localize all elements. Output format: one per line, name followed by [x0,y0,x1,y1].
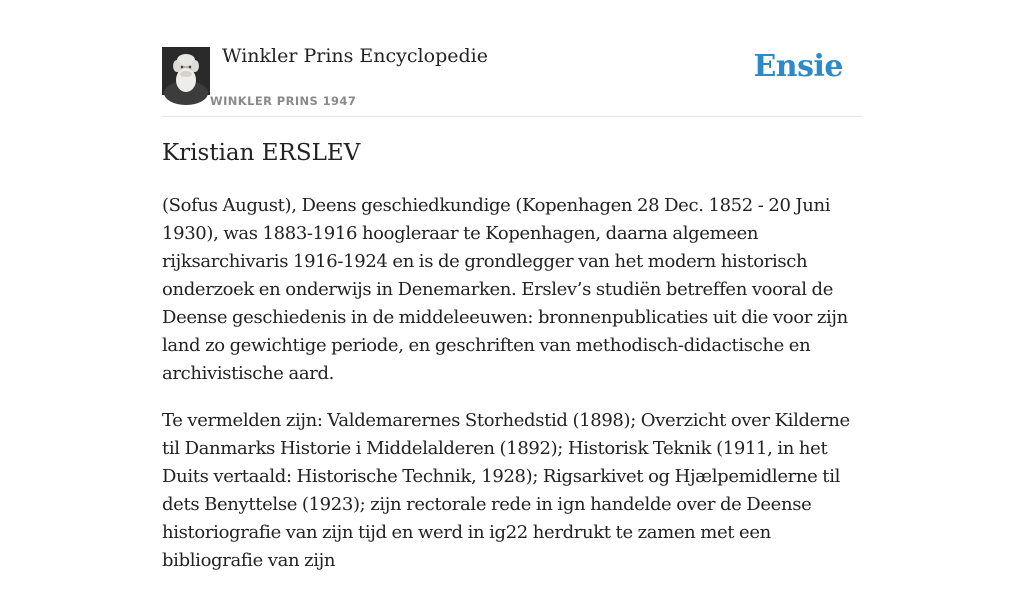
article-paragraph: Te vermelden zijn: Valdemarernes Storhedstid (1898); Overzicht over Kilderne til Danmarks Historie i Middelalderen (1892); Historisk Teknik (1911, in het Duits vertaald: Historische Technik, 1928); Rigsarkivet og Hjælpemidlerne til dets Benyttelse (1923); zijn rectorale rede in ign handelde over de Deense historiografie van zijn tijd en werd in ig22 herdrukt te zamen met een bibliografie van zijn [162,410,850,571]
article-paragraph: (Sofus August), Deens geschiedkundige (Kopenhagen 28 Dec. 1852 - 20 Juni 1930), was 1883-1916 hoogleraar te Kopenhagen, daarna algemeen rijksarchivaris 1916-1924 en is de grondlegger van het modern historisch onderzoek en onderwijs in Denemarken. Erslev’s studiën betreffen vooral de Deense geschiedenis in de middeleeuwen: bronnenpublicaties uit die voor zijn land zo gewichtige periode, en geschriften van methodisch-didactische en archivistische aard. [162,195,848,384]
article-title: Kristian ERSLEV [162,140,361,166]
article-body [162,192,862,594]
bearded-man-portrait-icon [162,47,210,95]
brand-logo[interactable]: Ensie [753,49,843,84]
source-avatar[interactable] [162,47,210,95]
source-subtitle: WINKLER PRINS 1947 [210,94,357,108]
content-column [162,0,862,571]
source-title[interactable]: Winkler Prins Encyclopedie [222,45,488,67]
article-header [162,0,862,117]
